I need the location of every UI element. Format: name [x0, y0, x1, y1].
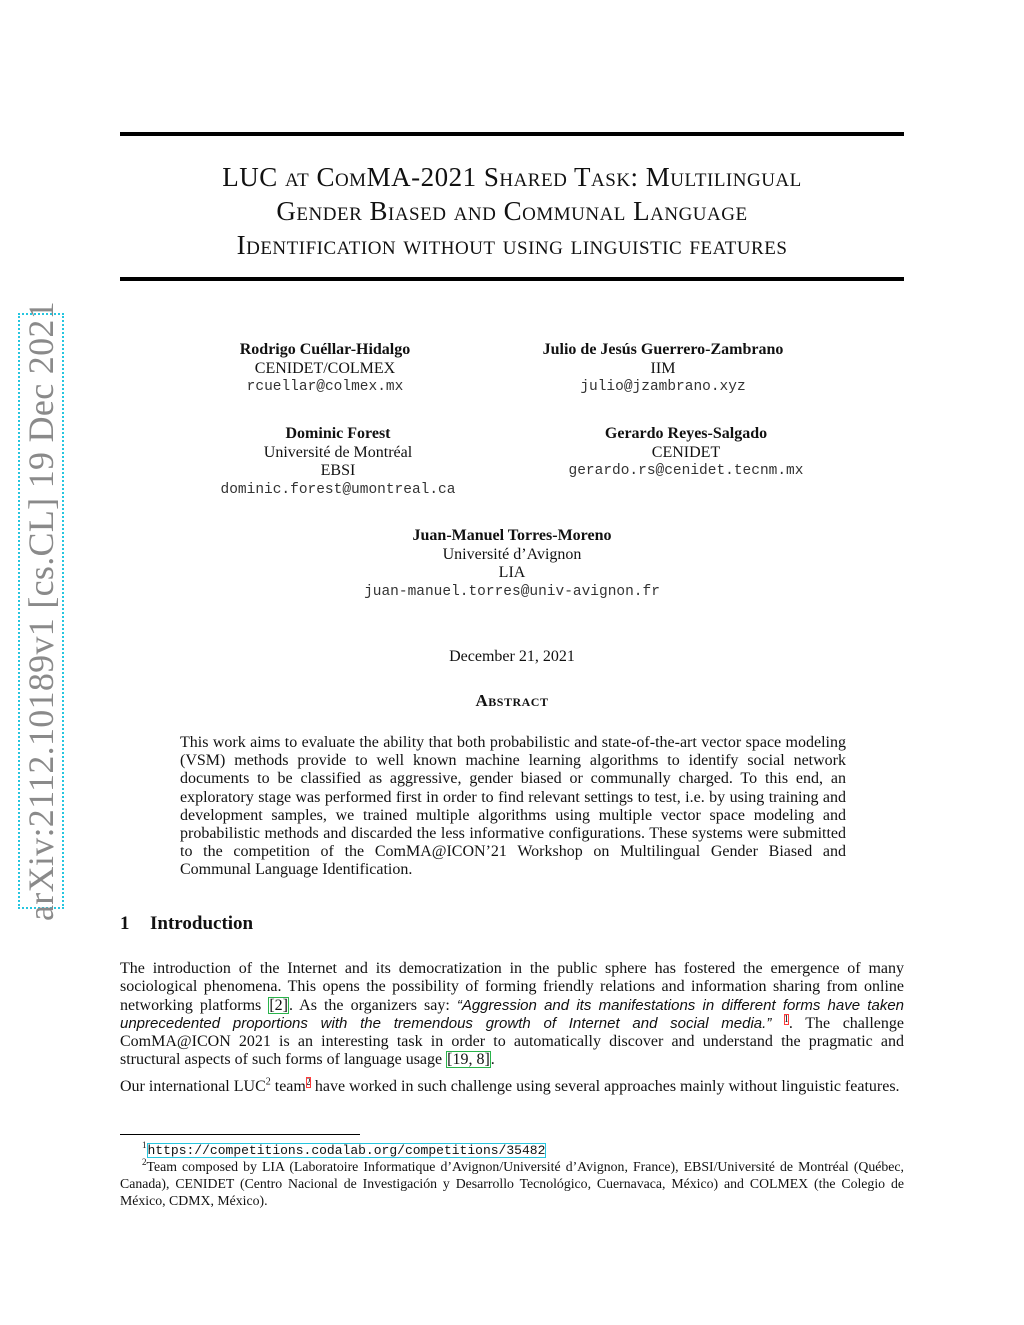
- author-email[interactable]: gerardo.rs@cenidet.tecnm.mx: [568, 463, 804, 479]
- paper-title: [120, 160, 904, 262]
- author-name: Rodrigo Cuéllar-Hidalgo: [239, 341, 411, 358]
- para-text: . The challenge ComMA@ICON 2021 is an interesting task in order to automatically discover and understand the pragmatic and structural aspects of such forms of language usage: [120, 1014, 904, 1069]
- author-email[interactable]: dominic.forest@umontreal.ca: [220, 481, 456, 498]
- author-affiliation: LIA: [498, 564, 526, 581]
- author-affiliation: IIM: [650, 359, 676, 377]
- footnote-url-link[interactable]: https://competitions.codalab.org/competitions/35482: [147, 1143, 546, 1158]
- footnote: [120, 1141, 904, 1159]
- author-email[interactable]: julio@jzambrano.xyz: [580, 379, 746, 395]
- footnote: [120, 1158, 904, 1209]
- arxiv-stamp[interactable]: arXiv:2112.10189v1 [cs.CL] 19 Dec 2021: [21, 301, 61, 921]
- title-rule-bottom: [120, 277, 904, 281]
- author-affiliation: Université de Montréal: [263, 443, 413, 461]
- para-text: Our international LUC: [120, 1078, 266, 1095]
- author-name: Dominic Forest: [285, 425, 391, 442]
- footnote-mark: 1: [142, 1140, 147, 1151]
- paper-date: December 21, 2021: [449, 648, 575, 665]
- author-affiliation: EBSI: [320, 462, 356, 479]
- title-line-2: Gender Biased and Communal Language: [276, 196, 748, 226]
- author-affiliation: CENIDET/COLMEX: [254, 359, 396, 377]
- author-name: Juan-Manuel Torres-Moreno: [412, 527, 612, 544]
- quote-text: “Aggression and its manifestations in different forms have taken unprecedented proportions with the tremendous growth of Internet and social media.”: [120, 996, 905, 1032]
- citation-link[interactable]: [19, 8]: [447, 1051, 490, 1069]
- author-block: [312, 527, 712, 601]
- abstract-heading: Abstract: [475, 691, 549, 710]
- superscript: 2: [265, 1076, 271, 1088]
- title-line-3: Identification without using linguistic features: [236, 230, 788, 260]
- intro-paragraph: [120, 1078, 904, 1096]
- footnote-rule: [120, 1134, 360, 1135]
- author-name: Gerardo Reyes-Salgado: [604, 425, 768, 442]
- citation-link[interactable]: [2]: [269, 996, 288, 1014]
- abstract-body: This work aims to evaluate the ability that both probabilistic and state-of-the-art vector space modeling (VSM) methods provide to well known machine learning algorithms to identify social network documents to be classified as aggressive, gender biased or communally charged. To this end, an exploratory stage was performed first in order to find relevant settings to test, i.e. by using training and development samples, we trained multiple algorithms using multiple vector space modeling and probabilistic methods and discarded the less informative configurations. These systems were submitted to the competition of the ComMA@ICON’21 Workshop on Multilingual Gender Biased and Communal Language Identification.: [180, 734, 846, 879]
- section-heading: [120, 913, 253, 935]
- footnote-text: Team composed by LIA (Laboratoire Informatique d’Avignon/Université d’Avignon, France), EBSI/Université de Montréal (Québec, Canada), CENIDET (Centro Nacional de Investigación y Desarrollo Tecnológico, Cuernavaca, México) and COLMEX (the Colegio de México, CDMX, México).: [120, 1159, 904, 1208]
- author-affiliation: Université d’Avignon: [442, 545, 582, 563]
- section-title: Introduction: [150, 913, 254, 934]
- footnote-link[interactable]: 2: [305, 1076, 311, 1088]
- intro-paragraph: [120, 960, 904, 1070]
- author-block: [200, 341, 450, 397]
- para-text: The introduction of the Internet and its democratization in the public sphere has fostered the emergence of many sociological phenomena. This opens the possibility of forming friendly relations and information sharing from online networking platforms: [120, 960, 904, 1014]
- footnote-link[interactable]: 1: [783, 1013, 789, 1025]
- author-affiliation: CENIDET: [651, 443, 721, 461]
- para-text: . As the organizers say:: [288, 996, 457, 1014]
- para-text: .: [490, 1051, 495, 1069]
- section-number: 1: [120, 913, 130, 934]
- para-text: team: [270, 1078, 306, 1095]
- author-block: [513, 341, 813, 397]
- author-block: [536, 425, 836, 481]
- author-name: Julio de Jesús Guerrero-Zambrano: [542, 341, 784, 358]
- footnote-mark: 2: [142, 1157, 147, 1168]
- author-email[interactable]: juan-manuel.torres@univ-avignon.fr: [364, 583, 660, 600]
- author-block: [188, 425, 488, 499]
- author-email[interactable]: rcuellar@colmex.mx: [246, 379, 404, 395]
- title-line-1: LUC at ComMA-2021 Shared Task: Multilingual: [222, 162, 802, 192]
- title-rule-top: [120, 132, 904, 136]
- para-text: have worked in such challenge using several approaches mainly without linguistic features.: [310, 1078, 900, 1095]
